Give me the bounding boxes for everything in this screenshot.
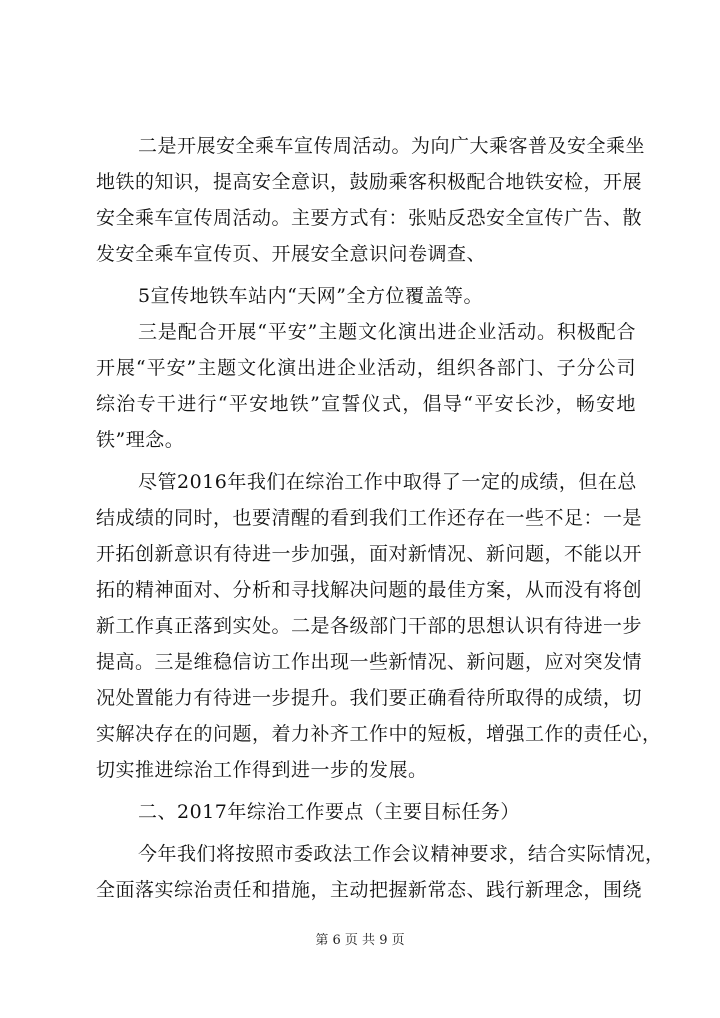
paragraph-line: 拓的精神面对、分析和寻找解决问题的最佳方案，从而没有将创	[96, 579, 643, 601]
paragraph-line: 发安全乘车宣传页、开展安全意识问卷调查、	[96, 243, 487, 265]
paragraph-line: 开展“平安”主题文化演出进企业活动，组织各部门、子分公司	[96, 357, 636, 379]
paragraph-line: 综治专干进行“平安地铁”宣誓仪式，倡导“平安长沙，畅安地	[96, 393, 636, 415]
paragraph-line: 今年我们将按照市委政法工作会议精神要求，结合实际情况，	[138, 843, 665, 865]
paragraph-line: 安全乘车宣传周活动。主要方式有：张贴反恐安全宣传广告、散	[96, 207, 643, 229]
paragraph-line: 尽管2016年我们在综治工作中取得了一定的成绩，但在总	[138, 471, 637, 493]
paragraph-line: 提高。三是维稳信访工作出现一些新情况、新问题，应对突发情	[96, 651, 643, 673]
paragraph-line: 三是配合开展“平安”主题文化演出进企业活动。积极配合	[138, 321, 636, 343]
page-footer: 第 6 页 共 9 页	[315, 933, 405, 948]
paragraph-line: 全面落实综治责任和措施，主动把握新常态、践行新理念，围绕	[96, 879, 643, 901]
paragraph-line: 实解决存在的问题，着力补齐工作中的短板，增强工作的责任心，	[96, 723, 662, 745]
paragraph-line: 5宣传地铁车站内“天网”全方位覆盖等。	[138, 285, 484, 307]
paragraph-line: 结成绩的同时，也要清醒的看到我们工作还存在一些不足：一是	[96, 507, 643, 529]
section-heading: 二、2017年综治工作要点（主要目标任务）	[138, 801, 520, 823]
paragraph-line: 地铁的知识，提高安全意识，鼓励乘客积极配合地铁安检，开展	[96, 171, 643, 193]
paragraph-line: 况处置能力有待进一步提升。我们要正确看待所取得的成绩，切	[96, 687, 643, 709]
paragraph-line: 开拓创新意识有待进一步加强，面对新情况、新问题，不能以开	[96, 543, 643, 565]
paragraph-line: 铁”理念。	[96, 429, 185, 451]
paragraph-line: 切实推进综治工作得到进一步的发展。	[96, 759, 428, 781]
paragraph-line: 新工作真正落到实处。二是各级部门干部的思想认识有待进一步	[96, 615, 643, 637]
paragraph-line: 二是开展安全乘车宣传周活动。为向广大乘客普及安全乘坐	[138, 135, 646, 157]
document-body	[96, 128, 665, 908]
